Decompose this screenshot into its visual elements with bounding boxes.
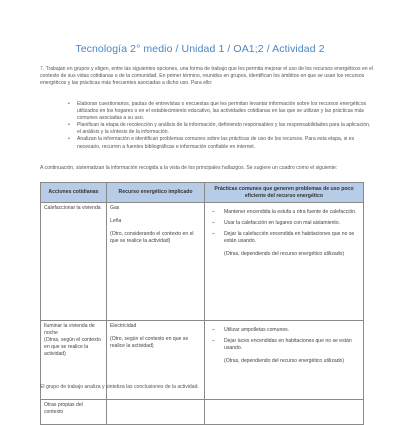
practices-cell [205, 203, 364, 321]
energy-note: (Otro, según el contexto en que se realice la actividad) [110, 335, 189, 349]
instruction-text: A continuación, sistematizan la información recogida a la vista de los principales hallazgos. Se sugiere un cuadro como el siguiente: [40, 165, 338, 171]
energy-item: Gas [110, 205, 120, 211]
column-header-actions: Acciones cotidianas [41, 183, 107, 203]
action-text: Otras propias del contexto [44, 402, 83, 415]
task-item: • Elaboran cuestionarios, pautas de entrevistas o encuestas que les permitan levantar información sobre los recursos energéticos utilizados en los hogares o en el establecimiento educativo, las actividades cotidianas en las que se utilizan y las prácticas más comunes asociadas a su uso. [68, 101, 372, 122]
action-cell [41, 203, 107, 321]
table-row [41, 203, 364, 321]
practice-item: – Dejar la calefacción encendida en habitaciones que no se están usando. [208, 231, 360, 245]
task-list [68, 101, 372, 151]
action-cell [41, 400, 107, 425]
practice-item: – Usar la calefacción en lugares con mal aislamiento. [208, 220, 360, 227]
intro-paragraph [40, 66, 375, 87]
practice-item: – Utilizar ampolletas comunes. [208, 327, 360, 334]
energy-note: (Otro, considerando el contexto en el que se realice la actividad) [110, 230, 194, 244]
closing-text: El grupo de trabajo analiza y sintetiza las conclusiones de la actividad. [40, 384, 199, 390]
practices-cell [205, 400, 364, 425]
energy-item: Electricidad [110, 323, 137, 329]
practice-item: – Dejar luces encendidas en habitaciones que no se están usando. [208, 338, 360, 352]
energy-item: Leña [110, 217, 122, 224]
practices-note: (Otras, dependiendo del recurso energético utilizado) [224, 250, 345, 257]
task-item: • Analizan la información e identifican problemas comunes sobre las prácticas de uso de los recursos. Para esta etapa, si es necesario, recurren a fuentes bibliográficas e información confiable en internet. [68, 136, 372, 150]
table-header-row [41, 183, 364, 203]
practice-item: – Mantener encendida la estufa u otra fuente de calefacción. [208, 209, 360, 216]
practices-note: (Otras, dependiendo del recurso energético utilizado) [224, 357, 345, 364]
energy-cell [107, 203, 205, 321]
intro-text: Trabajan en grupos y eligen, entre las siguientes opciones, una forma de trabajo que les permita mejorar el uso de los recursos energéticos en el contexto de sus vidas cotidianas o de la comunidad. En primer término, reunidos en grupos, identifican los ámbitos en que se usan los recursos energéticos y las prácticas más frecuentes asociadas a dicho uso. Para ello: [40, 66, 373, 87]
page-title: Tecnología 2° medio / Unidad 1 / OA1;2 / Actividad 2 [75, 43, 325, 55]
item-number: 7. [40, 66, 45, 72]
action-note: (Otras, según el contexto en que se realice la actividad) [44, 336, 101, 357]
energy-cell [107, 400, 205, 425]
column-header-practices: Prácticas comunes que generen problemas de uso poco eficiente del recurso energético [205, 183, 364, 203]
column-header-energy: Recurso energético implicado [107, 183, 205, 203]
table-row [41, 400, 364, 425]
practices-list [208, 209, 360, 245]
action-text: Calefaccionar la vivienda [44, 205, 101, 211]
action-text: Iluminar la vivienda de noche [44, 323, 95, 336]
practices-list [208, 327, 360, 352]
task-item: • Planifican la etapa de recolección y análisis de la información, definiendo responsables y las responsabilidades para la aplicación, el análisis y la síntesis de la información. [68, 122, 372, 136]
